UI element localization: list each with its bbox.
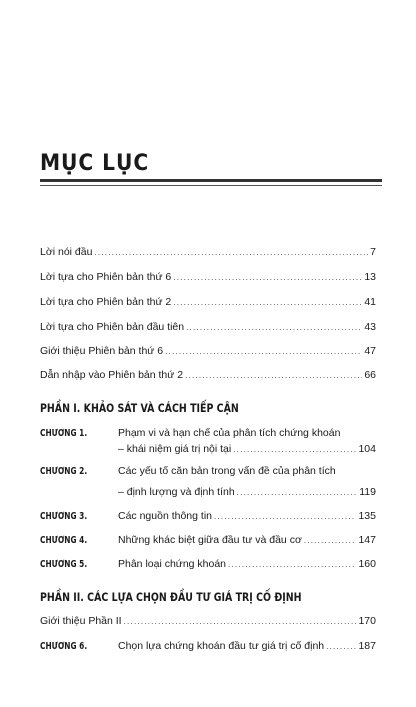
toc-entry-label: Lời tựa cho Phiên bản thứ 2: [40, 296, 172, 308]
dot-leader: [214, 509, 356, 524]
chapter-2-label: CHƯƠNG 2.: [40, 466, 88, 477]
toc-entry-page: 41: [364, 296, 376, 308]
chapter-2-title-line2: – định lượng và định tính: [118, 486, 235, 498]
chapter-6-entry[interactable]: [118, 639, 376, 654]
toc-entry-label: Lời nói đầu: [40, 246, 93, 258]
chapter-3-page: 135: [358, 510, 376, 522]
chapter-6-label: CHƯƠNG 6.: [40, 641, 88, 652]
toc-entry-foreword-6[interactable]: [40, 270, 376, 285]
dot-leader: [185, 368, 362, 383]
chapter-4-title: Những khác biệt giữa đầu tư và đầu cơ: [118, 534, 302, 546]
dot-leader: [237, 485, 358, 500]
dot-leader: [326, 639, 356, 654]
dot-leader: [304, 533, 357, 548]
page-title: MỤC LỤC: [40, 151, 150, 176]
dot-leader: [173, 270, 362, 285]
chapter-2-page: 119: [359, 486, 376, 498]
dot-leader: [233, 442, 356, 457]
toc-entry-page: 170: [358, 615, 376, 627]
toc-entry-label: Dẫn nhập vào Phiên bản thứ 2: [40, 369, 184, 381]
dot-leader: [186, 320, 362, 335]
toc-entry-label: Lời tựa cho Phiên bản đầu tiên: [40, 321, 185, 333]
dot-leader: [173, 295, 362, 310]
dot-leader: [94, 245, 368, 260]
chapter-1-label: CHƯƠNG 1.: [40, 428, 88, 439]
toc-entry-page: 13: [364, 271, 376, 283]
chapter-5-title: Phân loại chứng khoán: [118, 558, 227, 570]
toc-entry-label: Lời tựa cho Phiên bản thứ 6: [40, 271, 172, 283]
toc-entry-intro-6[interactable]: [40, 344, 376, 359]
toc-entry-intro-2[interactable]: [40, 368, 376, 383]
chapter-1-title-line2: – khái niệm giá trị nội tại: [118, 443, 232, 455]
chapter-1-entry[interactable]: [118, 442, 376, 457]
toc-entry-page: 7: [370, 246, 376, 258]
chapter-2-title-line1[interactable]: Các yếu tố căn bản trong vấn đề của phân tích: [118, 465, 336, 477]
dot-leader: [124, 614, 357, 629]
chapter-3-label: CHƯƠNG 3.: [40, 511, 88, 522]
title-rule-thin: [40, 185, 382, 186]
part-2-heading: PHẦN II. CÁC LỰA CHỌN ĐẦU TƯ GIÁ TRỊ CỐ ĐỊNH: [40, 590, 302, 604]
chapter-4-label: CHƯƠNG 4.: [40, 535, 88, 546]
dot-leader: [165, 344, 362, 359]
chapter-3-title: Các nguồn thông tin: [118, 510, 212, 522]
title-rule-thick: [40, 179, 382, 182]
toc-entry-label: Giới thiệu Phiên bản thứ 6: [40, 345, 164, 357]
chapter-5-page: 160: [358, 558, 376, 570]
dot-leader: [228, 557, 356, 572]
toc-entry-page: 43: [364, 321, 376, 333]
chapter-4-entry[interactable]: [118, 533, 376, 548]
toc-entry-foreword-1[interactable]: [40, 320, 376, 335]
chapter-2-entry[interactable]: [118, 485, 376, 500]
toc-entry-foreword-2[interactable]: [40, 295, 376, 310]
chapter-5-label: CHƯƠNG 5.: [40, 559, 88, 570]
chapter-6-page: 187: [358, 640, 376, 652]
chapter-3-entry[interactable]: [118, 509, 376, 524]
chapter-4-page: 147: [358, 534, 376, 546]
chapter-1-page: 104: [358, 443, 376, 455]
chapter-5-entry[interactable]: [118, 557, 376, 572]
toc-entry-preface[interactable]: [40, 245, 376, 260]
chapter-1-title-line1[interactable]: Phạm vi và hạn chế của phân tích chứng khoán: [118, 427, 341, 439]
toc-entry-part-2-intro[interactable]: [40, 614, 376, 629]
toc-entry-page: 66: [364, 369, 376, 381]
chapter-6-title: Chọn lựa chứng khoán đầu tư giá trị cố định: [118, 640, 325, 652]
toc-entry-label: Giới thiệu Phần II: [40, 615, 122, 627]
toc-entry-page: 47: [364, 345, 376, 357]
part-1-heading: PHẦN I. KHẢO SÁT VÀ CÁCH TIẾP CẬN: [40, 401, 239, 415]
